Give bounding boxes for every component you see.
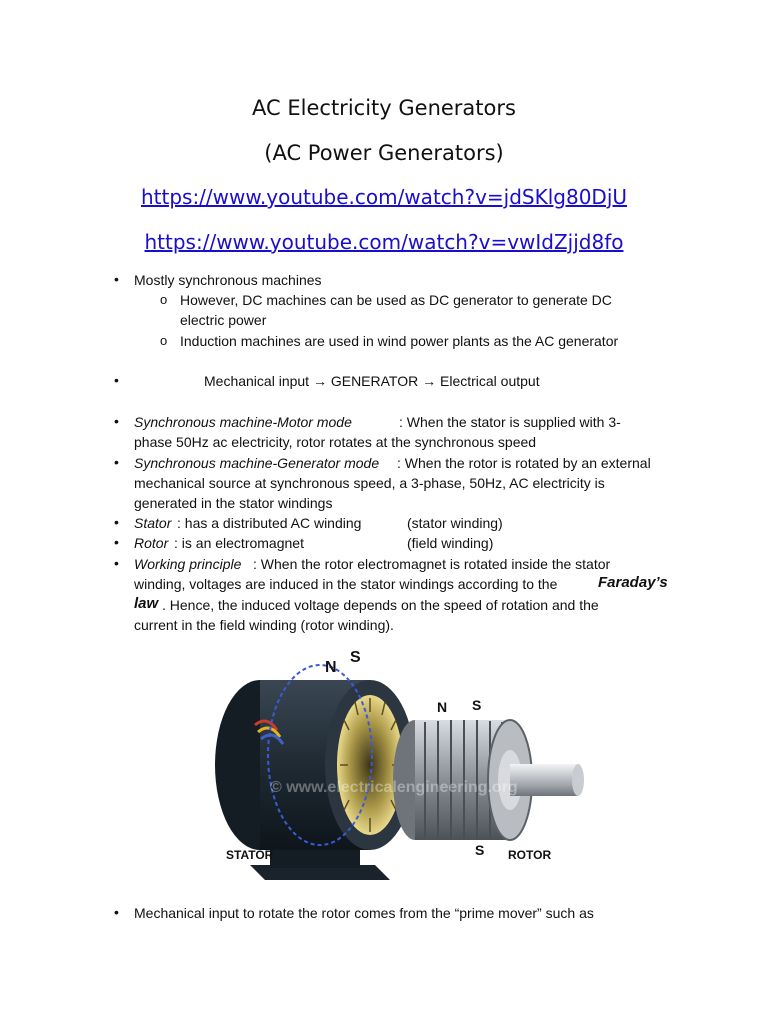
term-label: Stator xyxy=(134,515,172,531)
bullet-text: : When the rotor is rotated by an external xyxy=(397,455,651,471)
pole-label: S xyxy=(475,842,485,858)
sub-bullet-text: Induction machines are used in wind power plants as the AC generator xyxy=(180,333,619,349)
stator-label: STATOR xyxy=(226,848,274,862)
sub-bullet-icon: o xyxy=(160,292,168,307)
term-label: Working principle xyxy=(134,556,242,572)
bullet-text: : When the rotor electromagnet is rotated inside the stator xyxy=(253,556,611,572)
rotor-label: ROTOR xyxy=(508,848,552,862)
term-label: Synchronous machine-Motor mode xyxy=(134,414,352,430)
bullet-text: : When the stator is supplied with 3- xyxy=(399,414,621,430)
bullet-text: . Hence, the induced voltage depends on the speed of rotation and the xyxy=(162,597,599,613)
sub-bullet-icon: o xyxy=(160,333,168,348)
bullet-text: generated in the stator windings xyxy=(134,495,333,511)
bullet-icon: • xyxy=(114,271,119,287)
bullet-text: Mechanical input → GENERATOR → Electrical output xyxy=(204,373,540,389)
bullet-icon: • xyxy=(114,454,119,470)
bullet-icon: • xyxy=(114,904,119,920)
bullet-icon: • xyxy=(114,514,119,530)
bullet-text: current in the field winding (rotor winding). xyxy=(134,617,394,633)
bullet-text: (stator winding) xyxy=(407,515,503,531)
bullet-text: : has a distributed AC winding xyxy=(177,515,362,531)
bullet-text: : is an electromagnet xyxy=(174,535,304,551)
bullet-text: mechanical source at synchronous speed, a 3-phase, 50Hz, AC electricity is xyxy=(134,475,605,491)
bullet-text: (field winding) xyxy=(407,535,494,551)
bullet-text: Mechanical input to rotate the rotor comes from the “prime mover” such as xyxy=(134,905,594,921)
term-label: Synchronous machine-Generator mode xyxy=(134,455,380,471)
sub-bullet-text: However, DC machines can be used as DC generator to generate DC xyxy=(180,292,612,308)
law-name: law xyxy=(134,595,159,612)
law-name: Faraday’s xyxy=(598,574,668,591)
bullet-icon: • xyxy=(114,372,119,388)
page-title: AC Electricity Generators xyxy=(252,96,516,120)
term-label: Rotor xyxy=(134,535,169,551)
pole-label: N xyxy=(437,699,448,715)
bullet-text: winding, voltages are induced in the stator windings according to the xyxy=(134,576,558,592)
bullet-icon: • xyxy=(114,534,119,550)
sub-bullet-text: electric power xyxy=(180,312,267,328)
bullet-icon: • xyxy=(114,413,119,429)
pole-label: N xyxy=(325,659,337,676)
bullet-text: phase 50Hz ac electricity, rotor rotates at the synchronous speed xyxy=(134,434,537,450)
pole-label: S xyxy=(472,697,482,713)
bullet-icon: • xyxy=(114,555,119,571)
figure-watermark: © www.electricalengineering.org xyxy=(270,779,518,796)
pole-label: S xyxy=(350,649,361,666)
page-subtitle: (AC Power Generators) xyxy=(264,141,504,165)
generator-diagram xyxy=(200,640,585,895)
bullet-text: Mostly synchronous machines xyxy=(134,272,322,288)
youtube-link-1[interactable]: https://www.youtube.com/watch?v=jdSKlg80DjU xyxy=(140,185,628,209)
youtube-link-2[interactable]: https://www.youtube.com/watch?v=vwIdZjjd8fo xyxy=(144,230,624,254)
